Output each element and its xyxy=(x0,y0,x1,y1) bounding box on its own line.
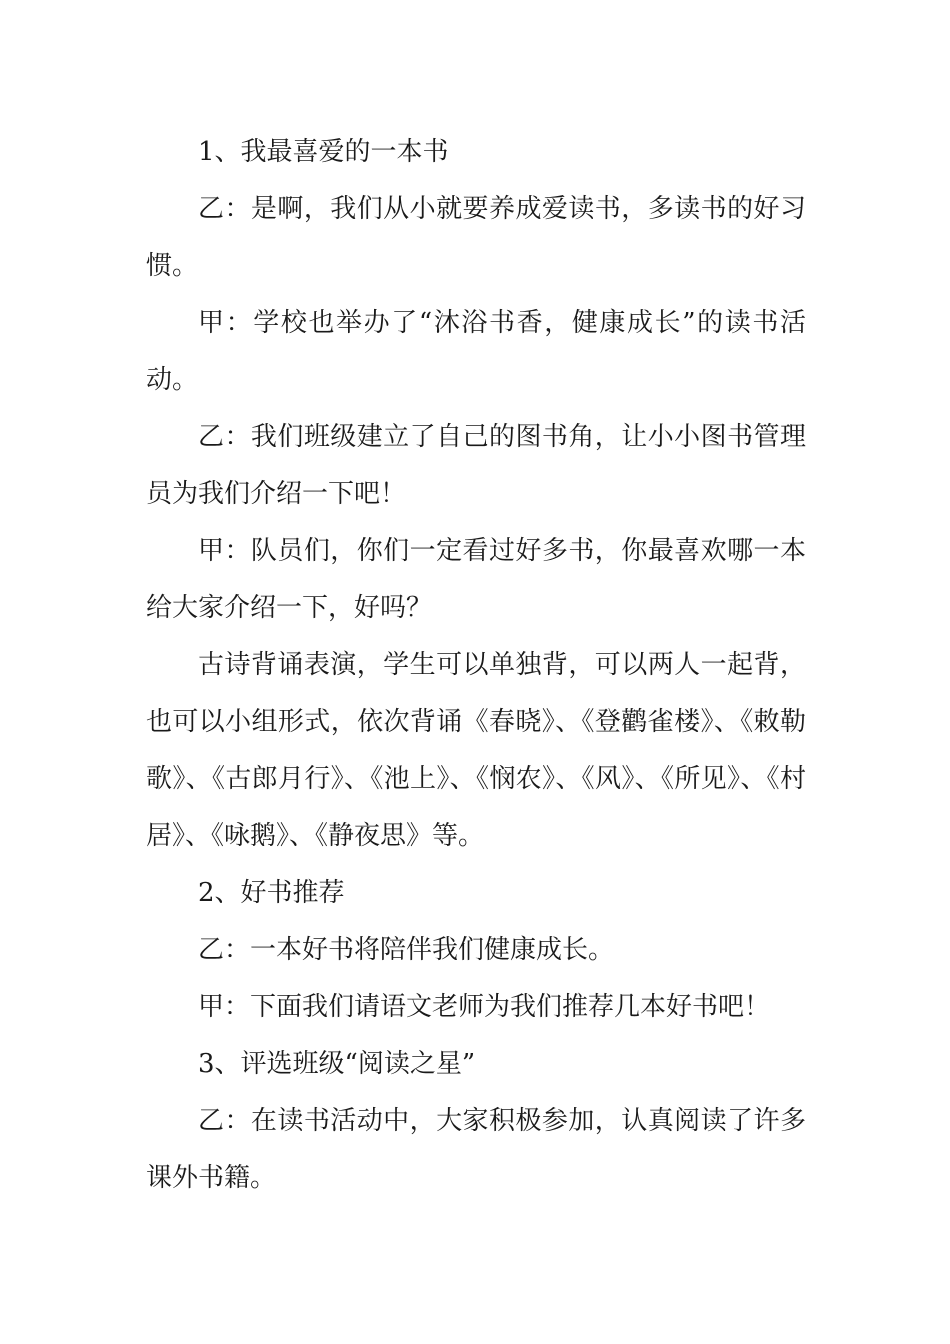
dialogue-paragraph: 乙：一本好书将陪伴我们健康成长。 xyxy=(198,935,615,965)
dialogue-paragraph: 甲：队员们，你们一定看过好多书，你最喜欢哪一本给大家介绍一下，好吗？ xyxy=(146,536,806,623)
dialogue-paragraph: 甲：学校也举办了“沐浴书香，健康成长”的读书活动。 xyxy=(146,308,806,395)
section-heading-favorite-book: 1、我最喜爱的一本书 xyxy=(198,137,449,167)
dialogue-paragraph: 甲：下面我们请语文老师为我们推荐几本好书吧！ xyxy=(198,992,771,1022)
dialogue-paragraph: 乙：我们班级建立了自己的图书角，让小小图书管理员为我们介绍一下吧！ xyxy=(146,422,806,509)
poem-recitation-paragraph: 古诗背诵表演，学生可以单独背，可以两人一起背，也可以小组形式，依次背诵《春晓》、《登鹳雀楼》、《敕勒歌》、《古郎月行》、《池上》、《悯农》、《风》、《所见》、《村居》、《咏鹅》、《静夜思》等。 xyxy=(146,650,806,851)
dialogue-paragraph: 乙：在读书活动中，大家积极参加，认真阅读了许多课外书籍。 xyxy=(146,1106,806,1193)
document-body xyxy=(146,124,806,1207)
dialogue-paragraph: 乙：是啊，我们从小就要养成爱读书，多读书的好习惯。 xyxy=(146,194,806,281)
section-heading-book-recommendation: 2、好书推荐 xyxy=(198,878,345,908)
section-heading-reading-star: 3、评选班级“阅读之星” xyxy=(198,1049,476,1079)
